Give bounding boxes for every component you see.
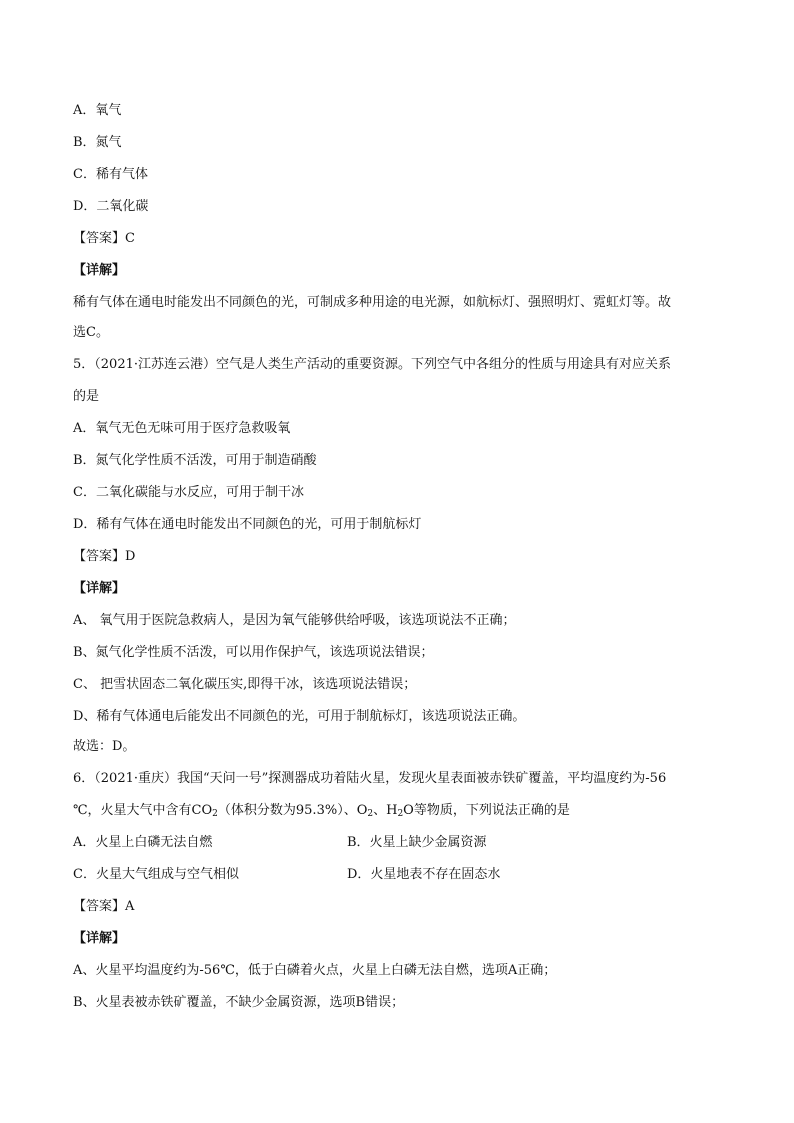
- q4-detail-label: 【详解】: [73, 263, 126, 278]
- q6-detail-label: 【详解】: [73, 931, 126, 946]
- q4-option-a: A．氧气: [73, 103, 122, 118]
- q5-detail-label: 【详解】: [73, 581, 126, 596]
- q5-detail-line-4: D、稀有气体通电后能发出不同颜色的光，可用于制航标灯，该选项说法正确。: [73, 709, 526, 724]
- q4-detail-line-1: 稀有气体在通电时能发出不同颜色的光，可制成多种用途的电光源，如航标灯、强照明灯、霓虹灯等。故: [73, 295, 672, 310]
- q6-stem-text-d: O等物质，下列说法正确的是: [403, 803, 570, 818]
- q5-stem-line-2: 的是: [73, 389, 100, 404]
- q6-option-b: B．火星上缺少金属资源: [347, 835, 487, 850]
- q6-stem-text-c: 、H: [373, 803, 398, 818]
- q6-detail-line-2: B、火星表被赤铁矿覆盖，不缺少金属资源，选项B错误；: [73, 995, 405, 1010]
- q6-answer: 【答案】A: [73, 899, 135, 914]
- q4-option-d: D．二氧化碳: [73, 199, 149, 214]
- q6-subscript: 2: [397, 809, 404, 819]
- q6-stem-line-1: 6．（2021·重庆）我国“天问一号”探测器成功着陆火星，发现火星表面被赤铁矿覆盖，平均温度约为-56: [73, 771, 667, 786]
- q5-option-c: C．二氧化碳能与水反应，可用于制干冰: [73, 485, 304, 500]
- q6-option-d: D．火星地表不存在固态水: [347, 867, 501, 882]
- q6-option-a: A．火星上白磷无法自燃: [73, 835, 213, 850]
- q6-subscript: 2: [212, 809, 218, 819]
- q5-answer: 【答案】D: [73, 549, 136, 564]
- q6-stem-text-a: ℃，火星大气中含有CO: [73, 803, 213, 818]
- q4-answer: 【答案】C: [73, 231, 135, 246]
- q5-option-b: B．氮气化学性质不活泼，可用于制造硝酸: [73, 453, 317, 468]
- q5-option-a: A．氧气无色无味可用于医疗急救吸氧: [73, 421, 291, 436]
- q5-detail-line-3: C、 把雪状固态二氧化碳压实,即得干冰，该选项说法错误；: [73, 677, 417, 692]
- q5-detail-line-2: B、氮气化学性质不活泼，可以用作保护气，该选项说法错误；: [73, 645, 434, 660]
- q6-stem-line-2: [73, 801, 570, 821]
- q4-detail-line-2: 选C。: [73, 325, 109, 340]
- q6-detail-line-1: A、火星平均温度约为-56℃，低于白磷着火点，火星上白磷无法自燃，选项A正确；: [73, 963, 557, 978]
- q6-stem-text-b: （体积分数为95.3%）、O: [217, 803, 368, 818]
- q4-option-b: B．氮气: [73, 135, 122, 150]
- q5-detail-line-5: 故选：D。: [73, 739, 136, 754]
- q4-option-c: C．稀有气体: [73, 167, 148, 182]
- q5-stem-line-1: 5．（2021·江苏连云港）空气是人类生产活动的重要资源。下列空气中各组分的性质与用途具有对应关系: [73, 357, 671, 372]
- q6-subscript: 2: [367, 809, 374, 819]
- q5-detail-line-1: A、 氧气用于医院急救病人，是因为氧气能够供给呼吸，该选项说法不正确；: [73, 613, 516, 628]
- q6-option-c: C．火星大气组成与空气相似: [73, 867, 239, 882]
- q5-option-d: D．稀有气体在通电时能发出不同颜色的光，可用于制航标灯: [73, 517, 422, 532]
